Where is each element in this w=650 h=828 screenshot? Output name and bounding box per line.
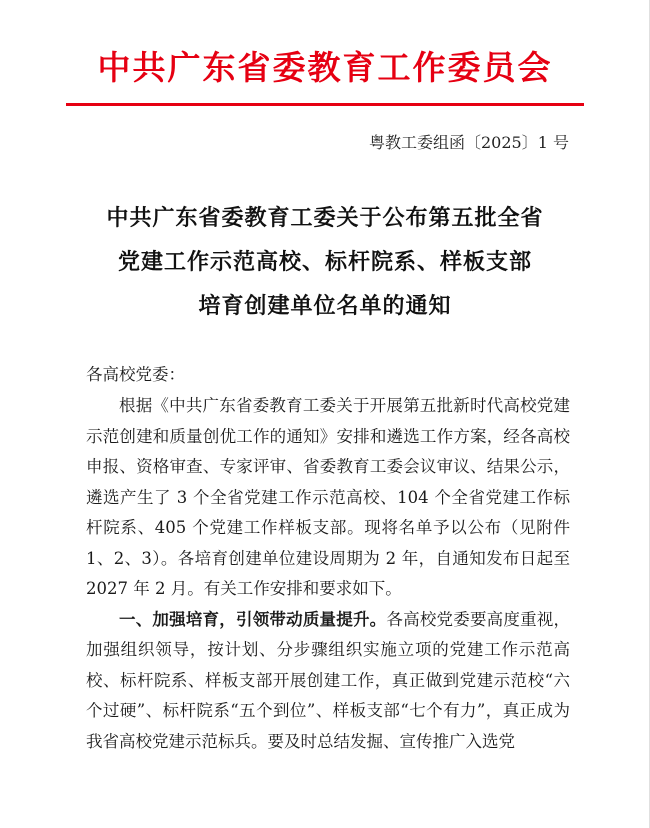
body-paragraph-2 — [86, 605, 570, 758]
paragraph-2-lead: 一、加强培育，引领带动质量提升。 — [119, 609, 387, 629]
document-body — [86, 391, 570, 757]
paragraph-2-text: 各高校党委要高度重视，加强组织领导，按计划、分步骤组织实施立项的党建工作示范高校、标杆院系、样板支部开展创建工作，真正做到党建示范校“六个过硬”、标杆院系“五个到位”、样板支部“七个有力”，真正成为我省高校党建示范标兵。要及时总结发掘、宣传推广入选党 — [86, 609, 571, 751]
title-line-3: 培育创建单位名单的通知 — [198, 293, 452, 319]
title-line-2: 党建工作示范高校、标杆院系、样板支部 — [117, 249, 532, 275]
document-number: 粤教工委组函〔2025〕1 号 — [369, 133, 569, 152]
salutation: 各高校党委： — [86, 365, 185, 384]
title-line-1: 中共广东省委教育工委关于公布第五批全省 — [106, 205, 544, 231]
body-paragraph-1 — [86, 391, 570, 605]
letterhead-red-rule — [66, 103, 584, 106]
document-title — [0, 196, 650, 328]
paragraph-1-text: 根据《中共广东省委教育工委关于开展第五批新时代高校党建示范创建和质量创优工作的通知》安排和遴选工作方案，经各高校申报、资格审查、专家评审、省委教育工委会议审议、结果公示，遴选产生了 3 个全省党建工作示范高校、104 个全省党建工作标杆院系、405 个党建工作样板支部。现将名单予以公布（见附件 1、2、3）。各培育创建单位建设周期为 2 年，自通知发布日起至 2027 年 2 月。有关工作安排和要求如下。 — [86, 396, 570, 598]
letterhead-org-name: 中共广东省委教育工作委员会 — [97, 48, 553, 87]
